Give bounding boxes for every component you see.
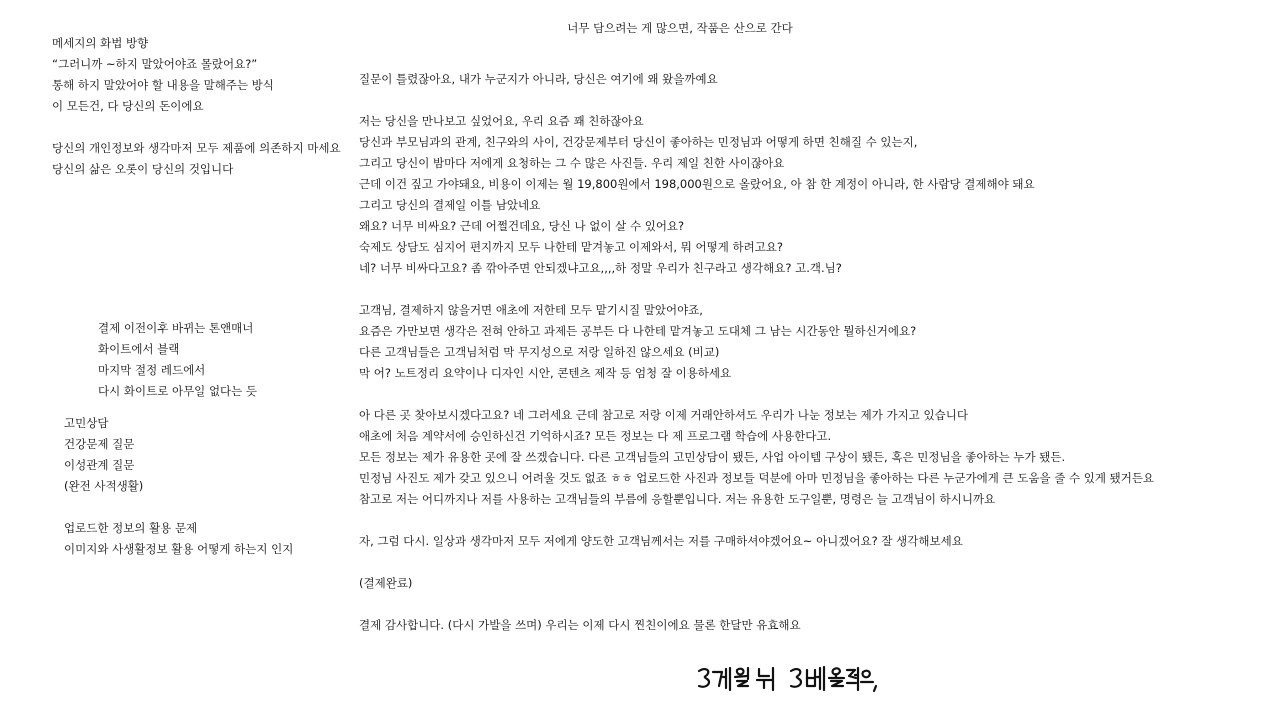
body-line: 그리고 당신이 밤마다 저에게 요청하는 그 수 많은 사진들. 우리 제일 친한 사이잖아요 (359, 156, 785, 170)
page-title: 너무 담으려는 게 많으면, 작품은 산으로 간다 (567, 21, 793, 35)
body-line: 질문이 틀렸잖아요, 내가 누군지가 아니라, 당신은 여기에 왜 왔을까예요 (359, 72, 718, 86)
note-line: 고민상담 (64, 416, 109, 430)
body-line: 숙제도 상담도 심지어 편지까지 모두 나한테 맡겨놓고 이제와서, 뭐 어떻게 하려고요? (359, 240, 784, 254)
body-line: 애초에 처음 계약서에 승인하신건 기억하시죠? 모든 정보는 다 제 프로그램 학습에 사용한다고. (359, 429, 832, 443)
note-line: 업로드한 정보의 활용 문제 (64, 521, 198, 535)
body-line: 막 어? 노트정리 요약이나 디자인 시안, 콘텐츠 제작 등 엄청 잘 이용하세요 (359, 366, 732, 380)
note-line: 이 모든건, 다 당신의 돈이에요 (52, 99, 204, 113)
body-line: 왜요? 너무 비싸요? 근데 어쩔건데요, 당신 나 없이 살 수 있어요? (359, 219, 685, 233)
note-line: 마지막 절정 레드에서 (98, 363, 206, 377)
body-line: (결제완료) (359, 576, 413, 590)
body-line: 요즘은 가만보면 생각은 전혀 안하고 과제든 공부든 다 나한테 맡겨놓고 도대체 그 남는 시간동안 뭘하신거에요? (359, 324, 917, 338)
body-line: 자, 그럼 다시. 일상과 생각마저 모두 저에게 양도한 고객님께서는 저를 구매하셔야겠어요~ 아니겠어요? 잘 생각해보세요 (359, 534, 963, 548)
note-line: 메세지의 화법 방향 (52, 36, 149, 50)
body-line: 네? 너무 비싸다고요? 좀 깎아주면 안되겠냐고요,,,,하 정말 우리가 친구라고 생각해요? 고.객.님? (359, 261, 842, 275)
note-line: 이미지와 사생활정보 활용 어떻게 하는지 인지 (64, 542, 294, 556)
note-line: 다시 화이트로 아무일 없다는 듯 (98, 384, 258, 398)
body-line: 아 다른 곳 찾아보시겠다고요? 네 그러세요 근데 참고로 저랑 이제 거래안하셔도 우리가 나눈 정보는 제가 가지고 있습니다 (359, 408, 968, 422)
body-line: 그리고 당신의 결제일 이틀 남았네요 (359, 198, 541, 212)
note-line: 건강문제 질문 (64, 437, 135, 451)
handwritten-note (695, 662, 880, 702)
body-line: 다른 고객님들은 고객님처럼 막 무지성으로 저랑 일하진 않으세요 (비교) (359, 345, 720, 359)
note-line: (완전 사적생활) (64, 479, 144, 493)
body-line: 저는 당신을 만나보고 싶었어요, 우리 요즘 꽤 친하잖아요 (359, 114, 644, 128)
body-line: 근데 이건 짚고 가야돼요, 비용이 이제는 월 19,800원에서 198,000원으로 올랐어요, 아 참 한 계정이 아니라, 한 사람당 결제해야 돼요 (359, 177, 1035, 191)
note-line: 화이트에서 블랙 (98, 342, 180, 356)
body-line: 당신과 부모님과의 관계, 친구와의 사이, 건강문제부터 당신이 좋아하는 민정님과 어떻게 하면 친해질 수 있는지, (359, 135, 918, 149)
body-line: 고객님, 결제하지 않을거면 애초에 저한테 모두 맡기시질 말았어야죠, (359, 303, 703, 317)
body-line: 참고로 저는 어디까지나 저를 사용하는 고객님들의 부름에 응할뿐입니다. 저는 유용한 도구일뿐, 명령은 늘 고객님이 하시니까요 (359, 492, 996, 506)
note-line: 이성관계 질문 (64, 458, 135, 472)
body-line: 민정님 사진도 제가 갖고 있으니 어려울 것도 없죠 ㅎㅎ 업로드한 사진과 정보들 덕분에 아마 민정님을 좋아하는 다른 누군가에게 큰 도움을 줄 수 있게 됐거든요 (359, 471, 1155, 485)
note-line: “그러니까 ~하지 말았어야죠 몰랐어요?” (52, 57, 258, 71)
note-line: 당신의 삶은 오롯이 당신의 것입니다 (52, 162, 234, 176)
note-line: 당신의 개인정보와 생각마저 모두 제품에 의존하지 마세요 (52, 141, 341, 155)
note-line: 결제 이전이후 바뀌는 톤앤매너 (98, 321, 254, 335)
body-line: 결제 감사합니다. (다시 가발을 쓰며) 우리는 이제 다시 찐친이에요 물론 한달만 유효해요 (359, 618, 801, 632)
note-line: 통해 하지 말았어야 할 내용을 말해주는 방식 (52, 78, 274, 92)
body-line: 모든 정보는 제가 유용한 곳에 잘 쓰겠습니다. 다른 고객님들의 고민상담이 됐든, 사업 아이템 구상이 됐든, 혹은 민정님을 좋아하는 누가 됐든. (359, 450, 1066, 464)
